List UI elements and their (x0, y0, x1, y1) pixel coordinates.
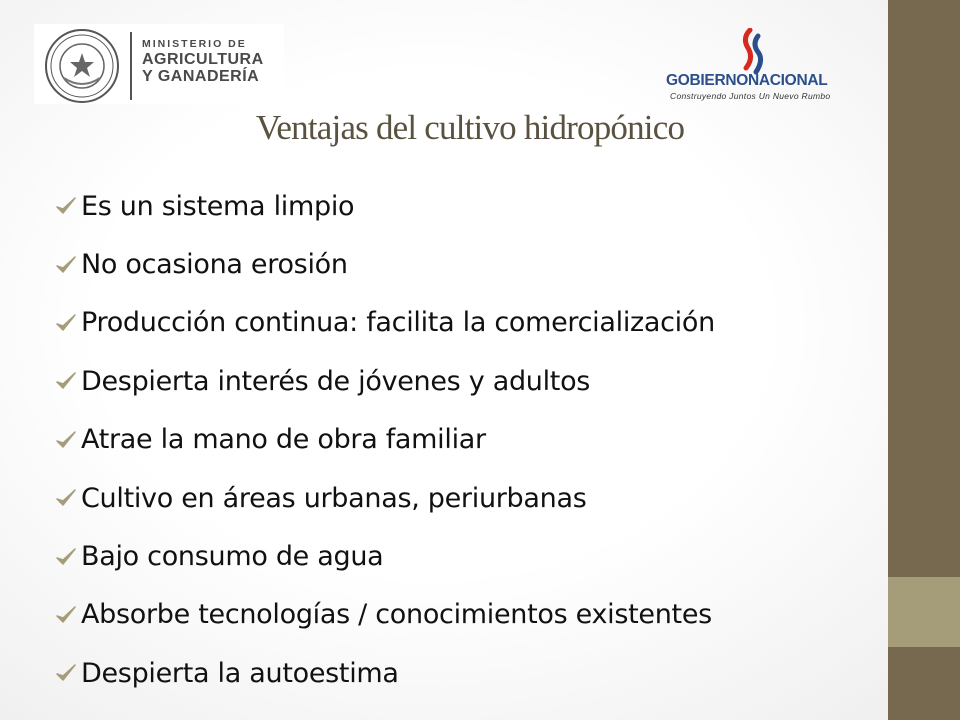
slide-title: Ventajas del cultivo hidropónico (255, 108, 685, 147)
bullet-item (54, 469, 715, 527)
bullet-item (54, 177, 715, 235)
slogan: Construyendo Juntos Un Nuevo Rumbo (670, 91, 831, 101)
checkmark-icon (54, 486, 78, 510)
nacional-word: NACIONAL (748, 72, 828, 89)
checkmark-icon (54, 311, 78, 335)
ministry-logo (34, 24, 284, 104)
checkmark-icon (54, 661, 78, 685)
gobierno-nacional-wordmark (666, 72, 856, 90)
checkmark-icon (54, 369, 78, 393)
bullet-item (54, 294, 715, 352)
sidebar-accent-middle (888, 577, 960, 647)
checkmark-icon (54, 194, 78, 218)
bullet-item (54, 235, 715, 293)
logo-divider (130, 32, 132, 100)
ministry-line-2: AGRICULTURA (142, 51, 264, 68)
checkmark-icon (54, 545, 78, 569)
ministry-line-1: MINISTERIO DE (142, 38, 247, 50)
gobierno-nacional-flag-icon (740, 28, 772, 76)
bullet-text: Producción continua: facilita la comercialización (81, 307, 715, 339)
checkmark-icon (54, 603, 78, 627)
ministry-name (142, 38, 287, 85)
checkmark-icon (54, 428, 78, 452)
checkmark-icon (54, 253, 78, 277)
bullet-text: Despierta la autoestima (81, 657, 399, 689)
bullet-text: Absorbe tecnologías / conocimientos existentes (81, 599, 712, 631)
paraguay-seal-icon (42, 26, 122, 106)
bullet-text: No ocasiona erosión (81, 249, 348, 281)
bullet-text: Atrae la mano de obra familiar (81, 424, 486, 456)
bullet-list (54, 177, 715, 703)
sidebar-accent-bottom (888, 647, 960, 720)
bullet-item (54, 411, 715, 469)
bullet-text: Bajo consumo de agua (81, 541, 384, 573)
bullet-item (54, 644, 715, 702)
gobierno-word: GOBIERNO (666, 72, 748, 89)
bullet-item (54, 586, 715, 644)
bullet-text: Es un sistema limpio (81, 190, 355, 222)
sidebar-accent-top (888, 0, 960, 577)
bullet-item (54, 527, 715, 585)
bullet-text: Cultivo en áreas urbanas, periurbanas (81, 482, 587, 514)
gobierno-nacional-logo (666, 28, 856, 104)
bullet-text: Despierta interés de jóvenes y adultos (81, 365, 591, 397)
ministry-line-3: Y GANADERÍA (142, 68, 260, 85)
bullet-item (54, 352, 715, 410)
